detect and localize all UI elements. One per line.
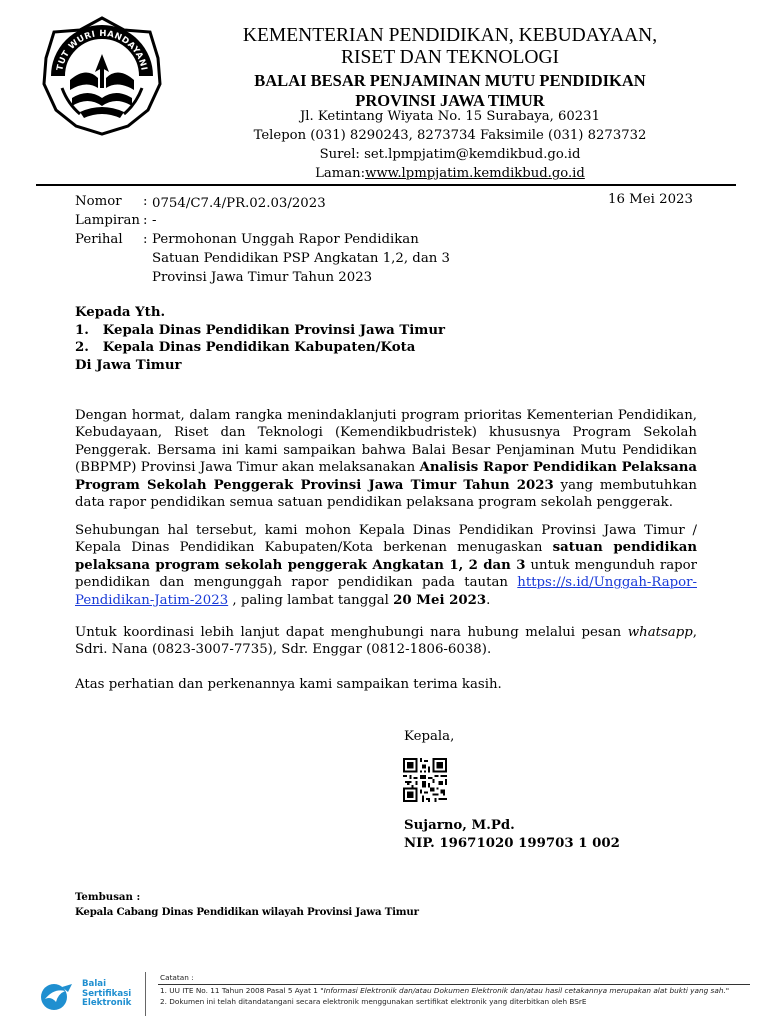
p2-text-end: . bbox=[486, 592, 491, 608]
recipient-block bbox=[75, 304, 445, 374]
note-1 bbox=[160, 985, 760, 996]
office-phone: Telepon (031) 8290243, 8273734 Faksimile (031) 8273732 bbox=[253, 128, 647, 143]
meta-label: Nomor bbox=[75, 194, 122, 209]
logo-motto: TUT WURI HANDAYANI bbox=[55, 28, 149, 72]
cc-block bbox=[75, 890, 419, 920]
p2-text-mid: untuk mengunduh rapor pendidikan dan mengunggah rapor pendidikan pada tautan bbox=[75, 557, 697, 591]
recipient-item: 1. Kepala Dinas Pendidikan Provinsi Jawa Timur bbox=[75, 322, 446, 338]
letterhead-divider bbox=[36, 184, 736, 186]
body-paragraph-2 bbox=[75, 522, 697, 609]
notes-title: Catatan : bbox=[160, 973, 194, 982]
body-paragraph-3 bbox=[75, 624, 697, 659]
meta-value: - bbox=[152, 213, 157, 228]
meta-value: 0754/C7.4/PR.02.03/2023 bbox=[152, 196, 326, 211]
bsre-logo bbox=[38, 980, 138, 1014]
website-link[interactable]: www.lpmpjatim.kemdikbud.go.id bbox=[365, 166, 585, 181]
signature-block bbox=[404, 817, 620, 852]
signer-nip: NIP. 19671020 199703 1 002 bbox=[404, 835, 620, 851]
cc-item: Kepala Cabang Dinas Pendidikan wilayah Provinsi Jawa Timur bbox=[75, 906, 419, 918]
office-address: Jl. Ketintang Wiyata No. 15 Surabaya, 60231 bbox=[300, 109, 600, 124]
meta-value: Permohonan Unggah Rapor Pendidikan bbox=[152, 232, 419, 247]
p2-text: Sehubungan hal tersebut, kami mohon Kepala Dinas Pendidikan Provinsi Jawa Timur / Kepala Dinas Pendidikan Kabupaten/Kota berkenan menugaskan bbox=[75, 523, 697, 556]
meta-separator: : bbox=[143, 213, 148, 228]
bsre-line1: Balai bbox=[82, 979, 107, 989]
p3-italic: whatsapp bbox=[627, 625, 693, 640]
meta-separator: : bbox=[143, 194, 148, 209]
footer-vertical-divider bbox=[145, 972, 146, 1016]
upload-link[interactable]: https://s.id/Unggah-Rapor-Pendidikan-Jatim-2023 bbox=[75, 575, 697, 608]
recipient-item: 2. Kepala Dinas Pendidikan Kabupaten/Kota bbox=[75, 340, 416, 355]
cc-label: Tembusan : bbox=[75, 891, 141, 903]
bsre-line3: Elektronik bbox=[82, 998, 132, 1009]
recipient-location: Di Jawa Timur bbox=[75, 357, 182, 373]
ministry-name-line2: RISET DAN TEKNOLOGI bbox=[340, 47, 560, 68]
note-2: 2. Dokumen ini telah ditandatangani secara elektronik menggunakan sertifikat elektronik yang diterbitkan oleh BSrE bbox=[160, 997, 587, 1006]
agency-name-line2: PROVINSI JAWA TIMUR bbox=[355, 91, 545, 110]
p3-text: Untuk koordinasi lebih lanjut dapat menghubungi nara hubung melalui pesan bbox=[75, 625, 628, 640]
ministry-name-line1: KEMENTERIAN PENDIDIKAN, KEBUDAYAAN, bbox=[242, 25, 658, 46]
meta-label: Perihal bbox=[75, 232, 123, 247]
note1-text: 1. UU ITE No. 11 Tahun 2008 Pasal 5 Ayat 1 " bbox=[160, 986, 324, 995]
bsre-line2: Sertifikasi bbox=[82, 988, 132, 999]
p1-bold: Analisis Rapor Pendidikan Pelaksana Program Sekolah Penggerak Provinsi Jawa Timur Tahun 2023 bbox=[75, 460, 698, 493]
signer-name: Sujarno, M.Pd. bbox=[404, 818, 515, 833]
office-email: Surel: set.lpmpjatim@kemdikbud.go.id bbox=[319, 147, 581, 162]
p3-text-end: , Sdri. Nana (0823-3007-7735), Sdr. Enggar (0812-1806-6038). bbox=[75, 625, 697, 658]
ministry-logo bbox=[40, 14, 164, 138]
bsre-emblem-icon bbox=[38, 982, 78, 1012]
body-paragraph-4: Atas perhatian dan perkenannya kami sampaikan terima kasih. bbox=[75, 677, 502, 692]
p2-bold: satuan pendidikan pelaksana program sekolah penggerak Angkatan 1, 2 dan 3 bbox=[75, 540, 697, 573]
note1-quote: Informasi Elektronik dan/atau Dokumen Elektronik dan/atau hasil cetakannya merupakan alat bukti yang sah. bbox=[323, 986, 726, 995]
letter-date: 16 Mei 2023 bbox=[608, 192, 693, 207]
footer-notes bbox=[160, 972, 760, 1007]
signature-qr-code bbox=[403, 758, 447, 806]
p2-deadline-date: 20 Mei 2023 bbox=[393, 592, 487, 608]
office-website bbox=[180, 164, 720, 183]
p1-text: Dengan hormat, dalam rangka menindaklanjuti program prioritas Kementerian Pendidikan, Kebudayaan, Riset dan Teknologi (Kemendikbudristek) khususnya Program Sekolah Penggerak. Bersama ini kami sampaikan bahwa Balai Besar Penjaminan Mutu Pendidikan (BBPMP) Provinsi Jawa Timur akan melaksanakan bbox=[75, 408, 697, 476]
meta-separator: : bbox=[143, 232, 148, 247]
agency-name-line1: BALAI BESAR PENJAMINAN MUTU PENDIDIKAN bbox=[254, 71, 646, 90]
meta-label: Lampiran bbox=[75, 213, 140, 228]
website-prefix: Laman: bbox=[315, 166, 366, 181]
perihal-line3: Provinsi Jawa Timur Tahun 2023 bbox=[152, 270, 373, 285]
signature-title: Kepala, bbox=[404, 729, 455, 744]
p2-text-deadline: , paling lambat tanggal bbox=[228, 592, 394, 608]
p1-text-end: yang membutuhkan data rapor pendidikan semua satuan pendidikan pelaksana program sekolah penggerak. bbox=[75, 477, 698, 511]
recipient-greeting: Kepada Yth. bbox=[75, 305, 166, 320]
body-paragraph-1 bbox=[75, 407, 697, 511]
perihal-line2: Satuan Pendidikan PSP Angkatan 1,2, dan 3 bbox=[152, 251, 450, 266]
note1-end: " bbox=[725, 986, 730, 995]
